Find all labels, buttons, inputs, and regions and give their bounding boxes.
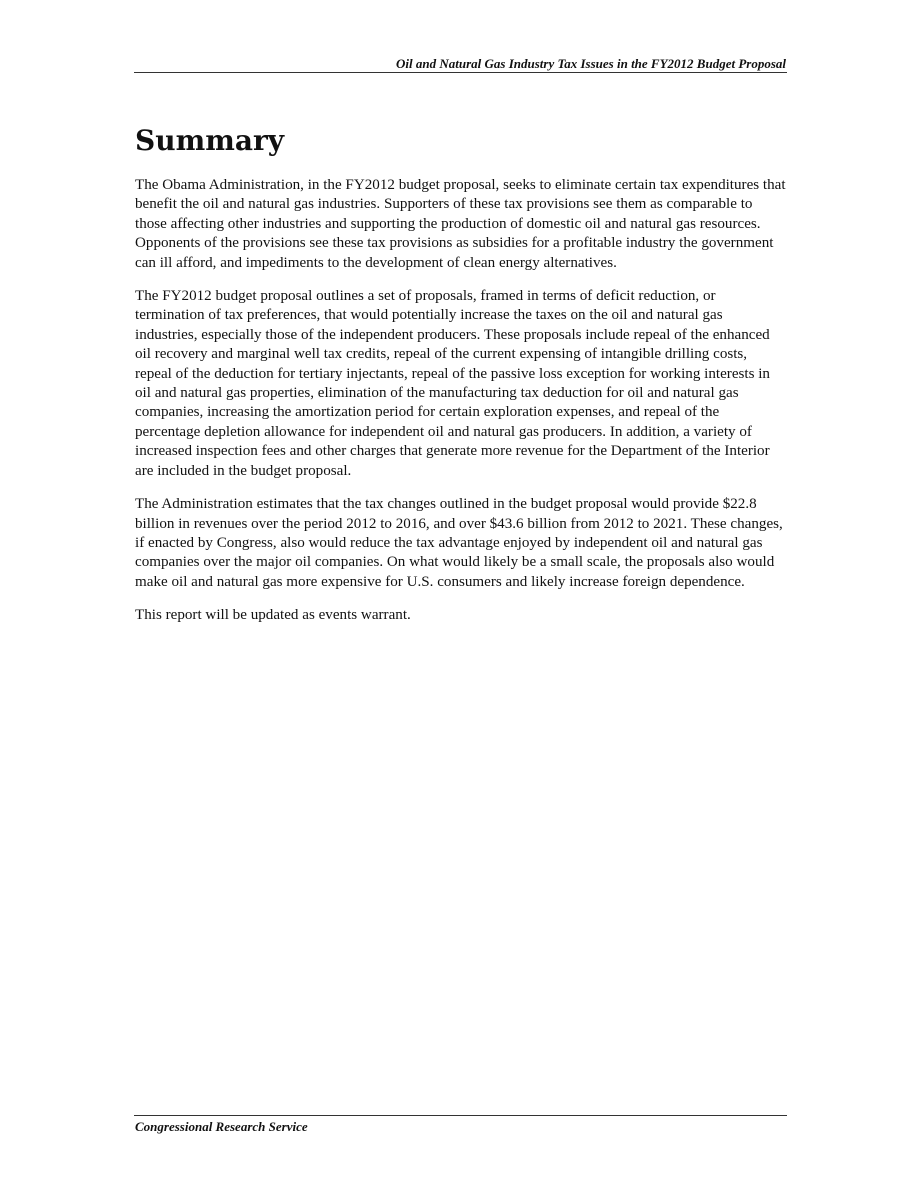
running-header-title: Oil and Natural Gas Industry Tax Issues in the FY2012 Budget Proposal	[396, 56, 786, 71]
page-title: Summary	[135, 124, 284, 157]
summary-paragraph-2: The FY2012 budget proposal outlines a set of proposals, framed in terms of deficit reduction, or termination of tax preferences, that would potentially increase the taxes on the oil and natural gas industries, especially those of the independent producers. These proposals include repeal of the enhanced oil recovery and marginal well tax credits, repeal of the current expensing of intangible drilling costs, repeal of the deduction for tertiary injectants, repeal of the passive loss exception for working interests in oil and natural gas properties, elimination of the manufacturing tax deduction for oil and natural gas companies, increasing the amortization period for certain exploration expenses, and repeal of the percentage depletion allowance for independent oil and natural gas producers. In addition, a variety of increased inspection fees and other charges that generate more revenue for the Department of the Interior are included in the budget proposal.	[135, 288, 770, 479]
summary-paragraph-4: This report will be updated as events warrant.	[135, 607, 411, 624]
summary-body	[135, 176, 787, 640]
running-footer-organization: Congressional Research Service	[135, 1119, 308, 1134]
header-divider	[134, 72, 787, 73]
summary-paragraph-3: The Administration estimates that the tax changes outlined in the budget proposal would provide $22.8 billion in revenues over the period 2012 to 2016, and over $43.6 billion from 2012 to 2021. These changes, if enacted by Congress, also would reduce the tax advantage enjoyed by independent oil and natural gas companies over the major oil companies. On what would likely be a small scale, the proposals also would make oil and natural gas more expensive for U.S. consumers and likely increase foreign dependence.	[135, 496, 783, 590]
footer-divider	[134, 1115, 787, 1116]
summary-paragraph-1: The Obama Administration, in the FY2012 budget proposal, seeks to eliminate certain tax expenditures that benefit the oil and natural gas industries. Supporters of these tax provisions see them as comparable to those affecting other industries and supporting the production of domestic oil and natural gas resources. Opponents of the provisions see these tax provisions as subsidies for a profitable industry the government can ill afford, and impediments to the development of clean energy alternatives.	[135, 177, 786, 271]
